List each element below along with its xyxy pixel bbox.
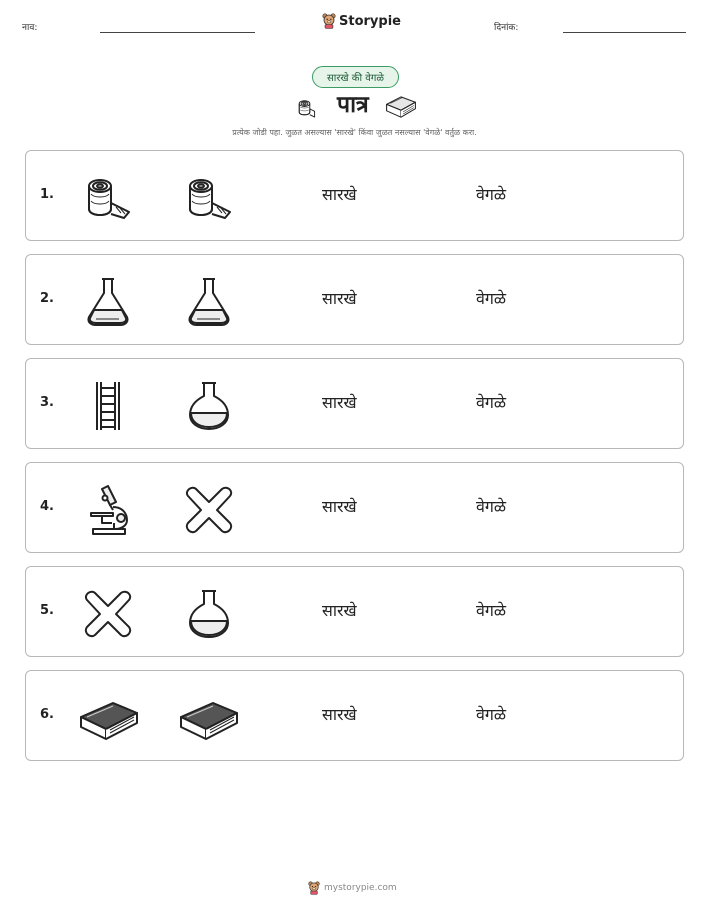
- option-different[interactable]: वेगळे: [476, 497, 507, 516]
- question-card: [25, 670, 684, 761]
- brand-name: Storypie: [339, 13, 401, 29]
- storypie-bear-icon: [322, 13, 336, 29]
- name-label: नाव:: [22, 23, 38, 33]
- question-card: [25, 150, 684, 241]
- book-icon: [385, 92, 417, 120]
- option-different[interactable]: वेगळे: [476, 601, 507, 620]
- option-same[interactable]: सारखे: [322, 601, 357, 620]
- option-same[interactable]: सारखे: [322, 705, 357, 724]
- x-mark-icon: [184, 485, 234, 535]
- option-different[interactable]: वेगळे: [476, 289, 507, 308]
- toilet-paper-icon: [293, 94, 317, 118]
- option-different[interactable]: वेगळे: [476, 393, 507, 412]
- book-icon: [179, 693, 239, 743]
- flask-icon: [184, 277, 234, 327]
- date-label: दिनांक:: [494, 23, 519, 33]
- question-card: [25, 358, 684, 449]
- question-card: [25, 566, 684, 657]
- question-card: [25, 462, 684, 553]
- worksheet-title: पात्र: [337, 92, 369, 118]
- worksheet-badge: सारखे की वेगळे: [312, 66, 399, 88]
- flask-icon: [184, 381, 234, 431]
- flask-icon: [83, 277, 133, 327]
- question-number: 4.: [40, 499, 54, 514]
- footer-site[interactable]: mystorypie.com: [324, 883, 397, 893]
- flask-icon: [184, 589, 234, 639]
- option-same[interactable]: सारखे: [322, 289, 357, 308]
- option-different[interactable]: वेगळे: [476, 705, 507, 724]
- instruction-text: प्रत्येक जोडी पहा. जुळत असल्यास 'सारखे' किंवा जुळत नसल्यास 'वेगळे' वर्तुळ करा.: [232, 128, 477, 137]
- option-same[interactable]: सारखे: [322, 497, 357, 516]
- question-number: 5.: [40, 603, 54, 618]
- option-same[interactable]: सारखे: [322, 185, 357, 204]
- book-icon: [79, 693, 139, 743]
- storypie-bear-icon: [308, 881, 320, 895]
- brand-logo: [322, 13, 401, 29]
- microscope-icon: [83, 485, 133, 535]
- toilet-paper-icon: [83, 173, 133, 223]
- option-same[interactable]: सारखे: [322, 393, 357, 412]
- date-line[interactable]: [563, 32, 686, 33]
- question-number: 1.: [40, 187, 54, 202]
- question-number: 2.: [40, 291, 54, 306]
- question-number: 3.: [40, 395, 54, 410]
- ladder-icon: [83, 381, 133, 431]
- name-line[interactable]: [100, 32, 255, 33]
- question-number: 6.: [40, 707, 54, 722]
- toilet-paper-icon: [184, 173, 234, 223]
- question-card: [25, 254, 684, 345]
- x-mark-icon: [83, 589, 133, 639]
- footer: [308, 881, 397, 895]
- option-different[interactable]: वेगळे: [476, 185, 507, 204]
